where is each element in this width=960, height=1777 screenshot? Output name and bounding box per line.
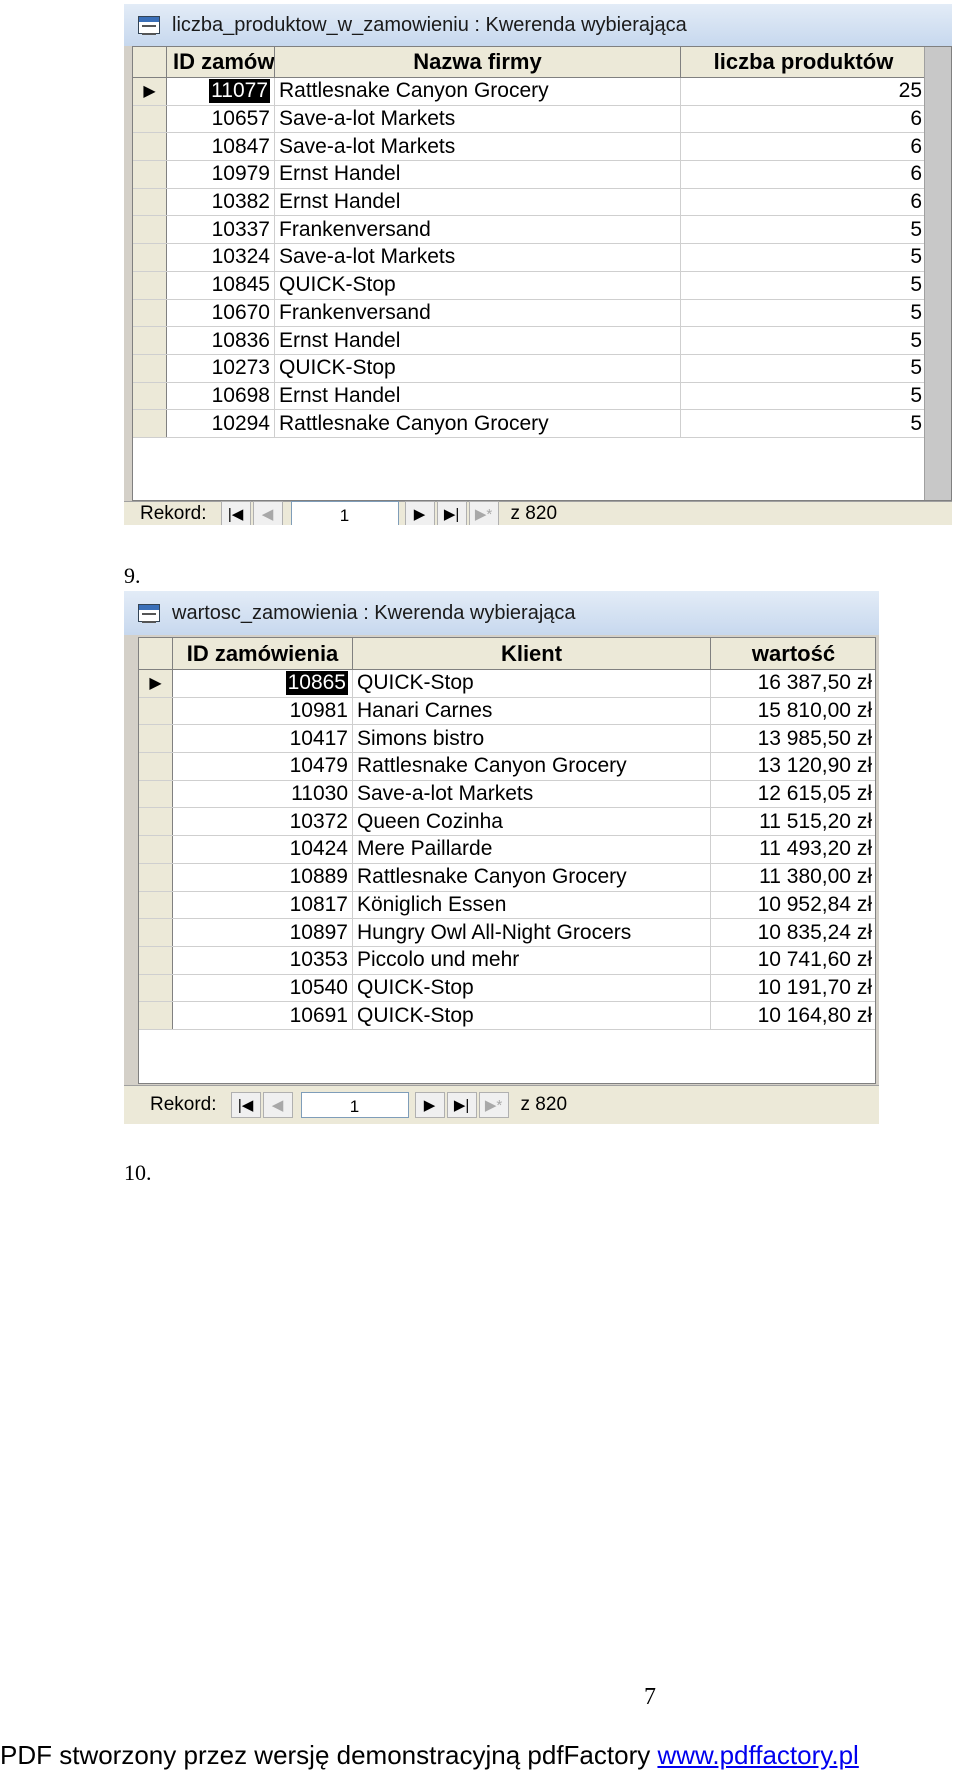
cell-value[interactable]: 15 810,00 zł [711, 698, 876, 725]
cell-id[interactable] [173, 698, 353, 725]
id-value: 11077 [211, 79, 268, 103]
pdf-footer [0, 1740, 859, 1771]
table-row[interactable] [133, 383, 927, 411]
cell-count[interactable]: 5 [681, 216, 927, 243]
table-row[interactable] [139, 698, 876, 726]
row-selector[interactable] [133, 355, 167, 382]
row-selector[interactable] [133, 383, 167, 410]
rows [139, 670, 876, 1030]
row-selector[interactable] [133, 327, 167, 354]
id-value: 10865 [287, 671, 346, 695]
cell-id[interactable] [173, 670, 353, 697]
id-value: 10845 [211, 273, 270, 297]
row-selector[interactable] [139, 753, 173, 780]
cell-firm[interactable]: Frankenversand [275, 300, 681, 327]
row-selector[interactable] [139, 892, 173, 919]
id-value: 10479 [289, 754, 348, 778]
cell-count[interactable]: 6 [681, 133, 927, 160]
table-row[interactable] [139, 781, 876, 809]
cell-count[interactable]: 5 [681, 383, 927, 410]
current-row-arrow-icon[interactable]: ▶ [133, 78, 167, 105]
table-row[interactable] [139, 1002, 876, 1030]
cell-id[interactable] [173, 808, 353, 835]
cell-id[interactable] [173, 919, 353, 946]
id-value: 10836 [211, 328, 270, 352]
query-window-1 [124, 4, 952, 525]
window-titlebar [124, 591, 879, 635]
cell-count[interactable]: 6 [681, 189, 927, 216]
id-value: 10979 [211, 162, 270, 186]
row-selector[interactable] [133, 216, 167, 243]
table-row[interactable] [139, 947, 876, 975]
row-selector[interactable] [133, 161, 167, 188]
cell-value[interactable]: 10 164,80 zł [711, 1002, 876, 1029]
cell-value[interactable]: 10 835,24 zł [711, 919, 876, 946]
cell-firm[interactable]: Ernst Handel [275, 161, 681, 188]
cell-firm[interactable]: Ernst Handel [275, 189, 681, 216]
cell-value[interactable]: 10 741,60 zł [711, 947, 876, 974]
cell-client[interactable]: Simons bistro [353, 725, 711, 752]
row-selector[interactable] [139, 947, 173, 974]
table-row[interactable] [139, 975, 876, 1003]
table-row[interactable] [133, 327, 927, 355]
cell-id[interactable] [173, 975, 353, 1002]
id-value: 10897 [289, 920, 348, 944]
cell-id[interactable] [167, 78, 275, 105]
cell-id[interactable] [167, 216, 275, 243]
cell-value[interactable]: 11 493,20 zł [711, 836, 876, 863]
select-all-corner[interactable] [139, 638, 173, 669]
id-value: 10324 [211, 245, 270, 269]
cell-id[interactable] [167, 161, 275, 188]
cell-count[interactable]: 5 [681, 327, 927, 354]
id-value: 10353 [289, 948, 348, 972]
cell-id[interactable] [173, 753, 353, 780]
cell-firm[interactable]: Save-a-lot Markets [275, 133, 681, 160]
row-selector[interactable] [139, 808, 173, 835]
table-row[interactable] [133, 216, 927, 244]
rows [133, 78, 927, 438]
window-title: wartosc_zamowienia : Kwerenda wybierająca [172, 601, 576, 624]
last-record-button[interactable]: ▶| [437, 501, 467, 525]
query-datasheet-icon [138, 604, 160, 622]
cell-client[interactable]: Piccolo und mehr [353, 947, 711, 974]
cell-count[interactable]: 6 [681, 161, 927, 188]
cell-id[interactable] [167, 383, 275, 410]
cell-value[interactable]: 13 985,50 zł [711, 725, 876, 752]
new-record-button[interactable]: ▶* [469, 501, 499, 525]
column-header-count[interactable]: liczba produktów [681, 47, 927, 77]
cell-firm[interactable]: Save-a-lot Markets [275, 106, 681, 133]
table-row[interactable] [139, 753, 876, 781]
new-record-button[interactable]: ▶* [479, 1092, 509, 1118]
row-selector[interactable] [139, 864, 173, 891]
cell-firm[interactable]: Save-a-lot Markets [275, 244, 681, 271]
cell-id[interactable] [173, 864, 353, 891]
table-row[interactable] [133, 189, 927, 217]
cell-firm[interactable]: Ernst Handel [275, 327, 681, 354]
record-navigator [124, 1085, 879, 1124]
cell-value[interactable]: 13 120,90 zł [711, 753, 876, 780]
cell-id[interactable] [173, 836, 353, 863]
record-label: Rekord: [140, 503, 207, 524]
id-value: 10424 [289, 837, 348, 861]
column-header-id[interactable]: ID zamów [167, 47, 275, 77]
cell-client[interactable]: QUICK-Stop [353, 670, 711, 697]
item-number-10: 10. [124, 1160, 152, 1185]
id-value: 10698 [211, 383, 270, 407]
cell-id[interactable] [167, 244, 275, 271]
next-record-button[interactable]: ▶ [415, 1092, 445, 1118]
cell-client[interactable]: QUICK-Stop [353, 975, 711, 1002]
cell-client[interactable]: Save-a-lot Markets [353, 781, 711, 808]
cell-count[interactable]: 5 [681, 300, 927, 327]
cell-firm[interactable]: QUICK-Stop [275, 355, 681, 382]
cell-value[interactable]: 10 191,70 zł [711, 975, 876, 1002]
row-selector[interactable] [133, 300, 167, 327]
column-header-id[interactable]: ID zamówienia [173, 638, 353, 669]
cell-id[interactable] [173, 725, 353, 752]
datasheet-grid [138, 637, 876, 1084]
cell-id[interactable] [173, 892, 353, 919]
column-headers [133, 47, 927, 78]
id-value: 10382 [211, 190, 270, 214]
row-selector[interactable] [133, 106, 167, 133]
row-selector[interactable] [139, 975, 173, 1002]
record-total: z 820 [520, 1094, 568, 1115]
cell-count[interactable]: 5 [681, 355, 927, 382]
table-row[interactable] [133, 78, 927, 106]
cell-id[interactable] [173, 781, 353, 808]
cell-count[interactable]: 5 [681, 272, 927, 299]
table-row[interactable] [139, 892, 876, 920]
table-row[interactable] [133, 272, 927, 300]
query-window-2 [124, 591, 879, 1124]
next-record-button[interactable]: ▶ [405, 501, 435, 525]
table-row[interactable] [133, 410, 927, 438]
cell-count[interactable]: 25 [681, 78, 927, 105]
cell-id[interactable] [167, 106, 275, 133]
id-value: 10657 [211, 107, 270, 131]
id-value: 10817 [289, 892, 348, 916]
id-value: 10337 [211, 217, 270, 241]
cell-id[interactable] [167, 327, 275, 354]
table-row[interactable] [133, 106, 927, 134]
cell-count[interactable]: 5 [681, 410, 927, 437]
window-titlebar [124, 4, 952, 46]
row-selector[interactable] [139, 1002, 173, 1029]
id-value: 10372 [289, 809, 348, 833]
first-record-button[interactable]: |◀ [231, 1092, 261, 1118]
cell-client[interactable]: QUICK-Stop [353, 1002, 711, 1029]
record-number-input[interactable]: 1 [301, 1092, 409, 1118]
table-row[interactable] [133, 355, 927, 383]
column-header-firm[interactable]: Nazwa firmy [275, 47, 681, 77]
column-header-client[interactable]: Klient [353, 638, 711, 669]
row-selector[interactable] [139, 836, 173, 863]
record-label: Rekord: [150, 1094, 217, 1115]
table-row[interactable] [139, 808, 876, 836]
cell-value[interactable]: 12 615,05 zł [711, 781, 876, 808]
record-navigator [124, 501, 952, 525]
cell-id[interactable] [167, 133, 275, 160]
footer-link[interactable]: www.pdffactory.pl [657, 1740, 859, 1770]
cell-id[interactable] [167, 272, 275, 299]
cell-firm[interactable]: Rattlesnake Canyon Grocery [275, 78, 681, 105]
footer-text: PDF stworzony przez wersję demonstracyjną pdfFactory [0, 1740, 658, 1770]
page-number: 7 [644, 1684, 656, 1710]
cell-firm[interactable]: Frankenversand [275, 216, 681, 243]
select-all-corner[interactable] [133, 47, 167, 77]
current-row-arrow-icon[interactable]: ▶ [139, 670, 173, 697]
cell-firm[interactable]: QUICK-Stop [275, 272, 681, 299]
row-selector[interactable] [133, 189, 167, 216]
previous-record-button[interactable]: ◀ [253, 501, 283, 525]
cell-value[interactable]: 16 387,50 zł [711, 670, 876, 697]
row-selector[interactable] [133, 244, 167, 271]
query-datasheet-icon [138, 16, 160, 34]
id-value: 11030 [291, 782, 348, 806]
row-selector[interactable] [133, 272, 167, 299]
cell-value[interactable]: 11 380,00 zł [711, 864, 876, 891]
item-number-9: 9. [124, 563, 141, 588]
cell-firm[interactable]: Ernst Handel [275, 383, 681, 410]
cell-count[interactable]: 6 [681, 106, 927, 133]
column-header-value[interactable]: wartość [711, 638, 876, 669]
cell-client[interactable]: Rattlesnake Canyon Grocery [353, 753, 711, 780]
id-value: 10294 [211, 411, 270, 435]
row-selector[interactable] [139, 725, 173, 752]
cell-client[interactable]: Königlich Essen [353, 892, 711, 919]
cell-value[interactable]: 10 952,84 zł [711, 892, 876, 919]
table-row[interactable] [139, 836, 876, 864]
cell-count[interactable]: 5 [681, 244, 927, 271]
table-row[interactable] [139, 725, 876, 753]
row-selector[interactable] [133, 133, 167, 160]
cell-client[interactable]: Hanari Carnes [353, 698, 711, 725]
cell-id[interactable] [173, 947, 353, 974]
cell-id[interactable] [167, 355, 275, 382]
datasheet-grid [132, 46, 952, 501]
table-row[interactable] [133, 133, 927, 161]
column-headers [139, 638, 876, 670]
previous-record-button[interactable]: ◀ [263, 1092, 293, 1118]
id-value: 10889 [289, 865, 348, 889]
id-value: 10847 [211, 134, 270, 158]
cell-client[interactable]: Hungry Owl All-Night Grocers [353, 919, 711, 946]
table-row[interactable] [139, 670, 876, 698]
id-value: 10981 [289, 699, 348, 723]
row-selector[interactable] [133, 410, 167, 437]
id-value: 10273 [211, 356, 270, 380]
last-record-button[interactable]: ▶| [447, 1092, 477, 1118]
table-row[interactable] [133, 244, 927, 272]
table-row[interactable] [139, 919, 876, 947]
table-row[interactable] [133, 300, 927, 328]
row-selector[interactable] [139, 919, 173, 946]
id-value: 10417 [289, 726, 348, 750]
cell-id[interactable] [167, 189, 275, 216]
cell-client[interactable]: Queen Cozinha [353, 808, 711, 835]
window-title: liczba_produktow_w_zamowieniu : Kwerenda wybierająca [172, 13, 687, 36]
row-selector[interactable] [139, 698, 173, 725]
cell-id[interactable] [173, 1002, 353, 1029]
id-value: 10540 [289, 975, 348, 999]
table-row[interactable] [139, 864, 876, 892]
record-total: z 820 [510, 503, 558, 524]
vertical-scrollbar[interactable] [924, 47, 951, 500]
table-row[interactable] [133, 161, 927, 189]
row-selector[interactable] [139, 781, 173, 808]
cell-firm[interactable]: Rattlesnake Canyon Grocery [275, 410, 681, 437]
cell-value[interactable]: 11 515,20 zł [711, 808, 876, 835]
cell-id[interactable] [167, 410, 275, 437]
record-number-input[interactable]: 1 [291, 501, 399, 525]
id-value: 10670 [211, 300, 270, 324]
cell-client[interactable]: Rattlesnake Canyon Grocery [353, 864, 711, 891]
first-record-button[interactable]: |◀ [221, 501, 251, 525]
cell-id[interactable] [167, 300, 275, 327]
id-value: 10691 [289, 1003, 348, 1027]
cell-client[interactable]: Mere Paillarde [353, 836, 711, 863]
